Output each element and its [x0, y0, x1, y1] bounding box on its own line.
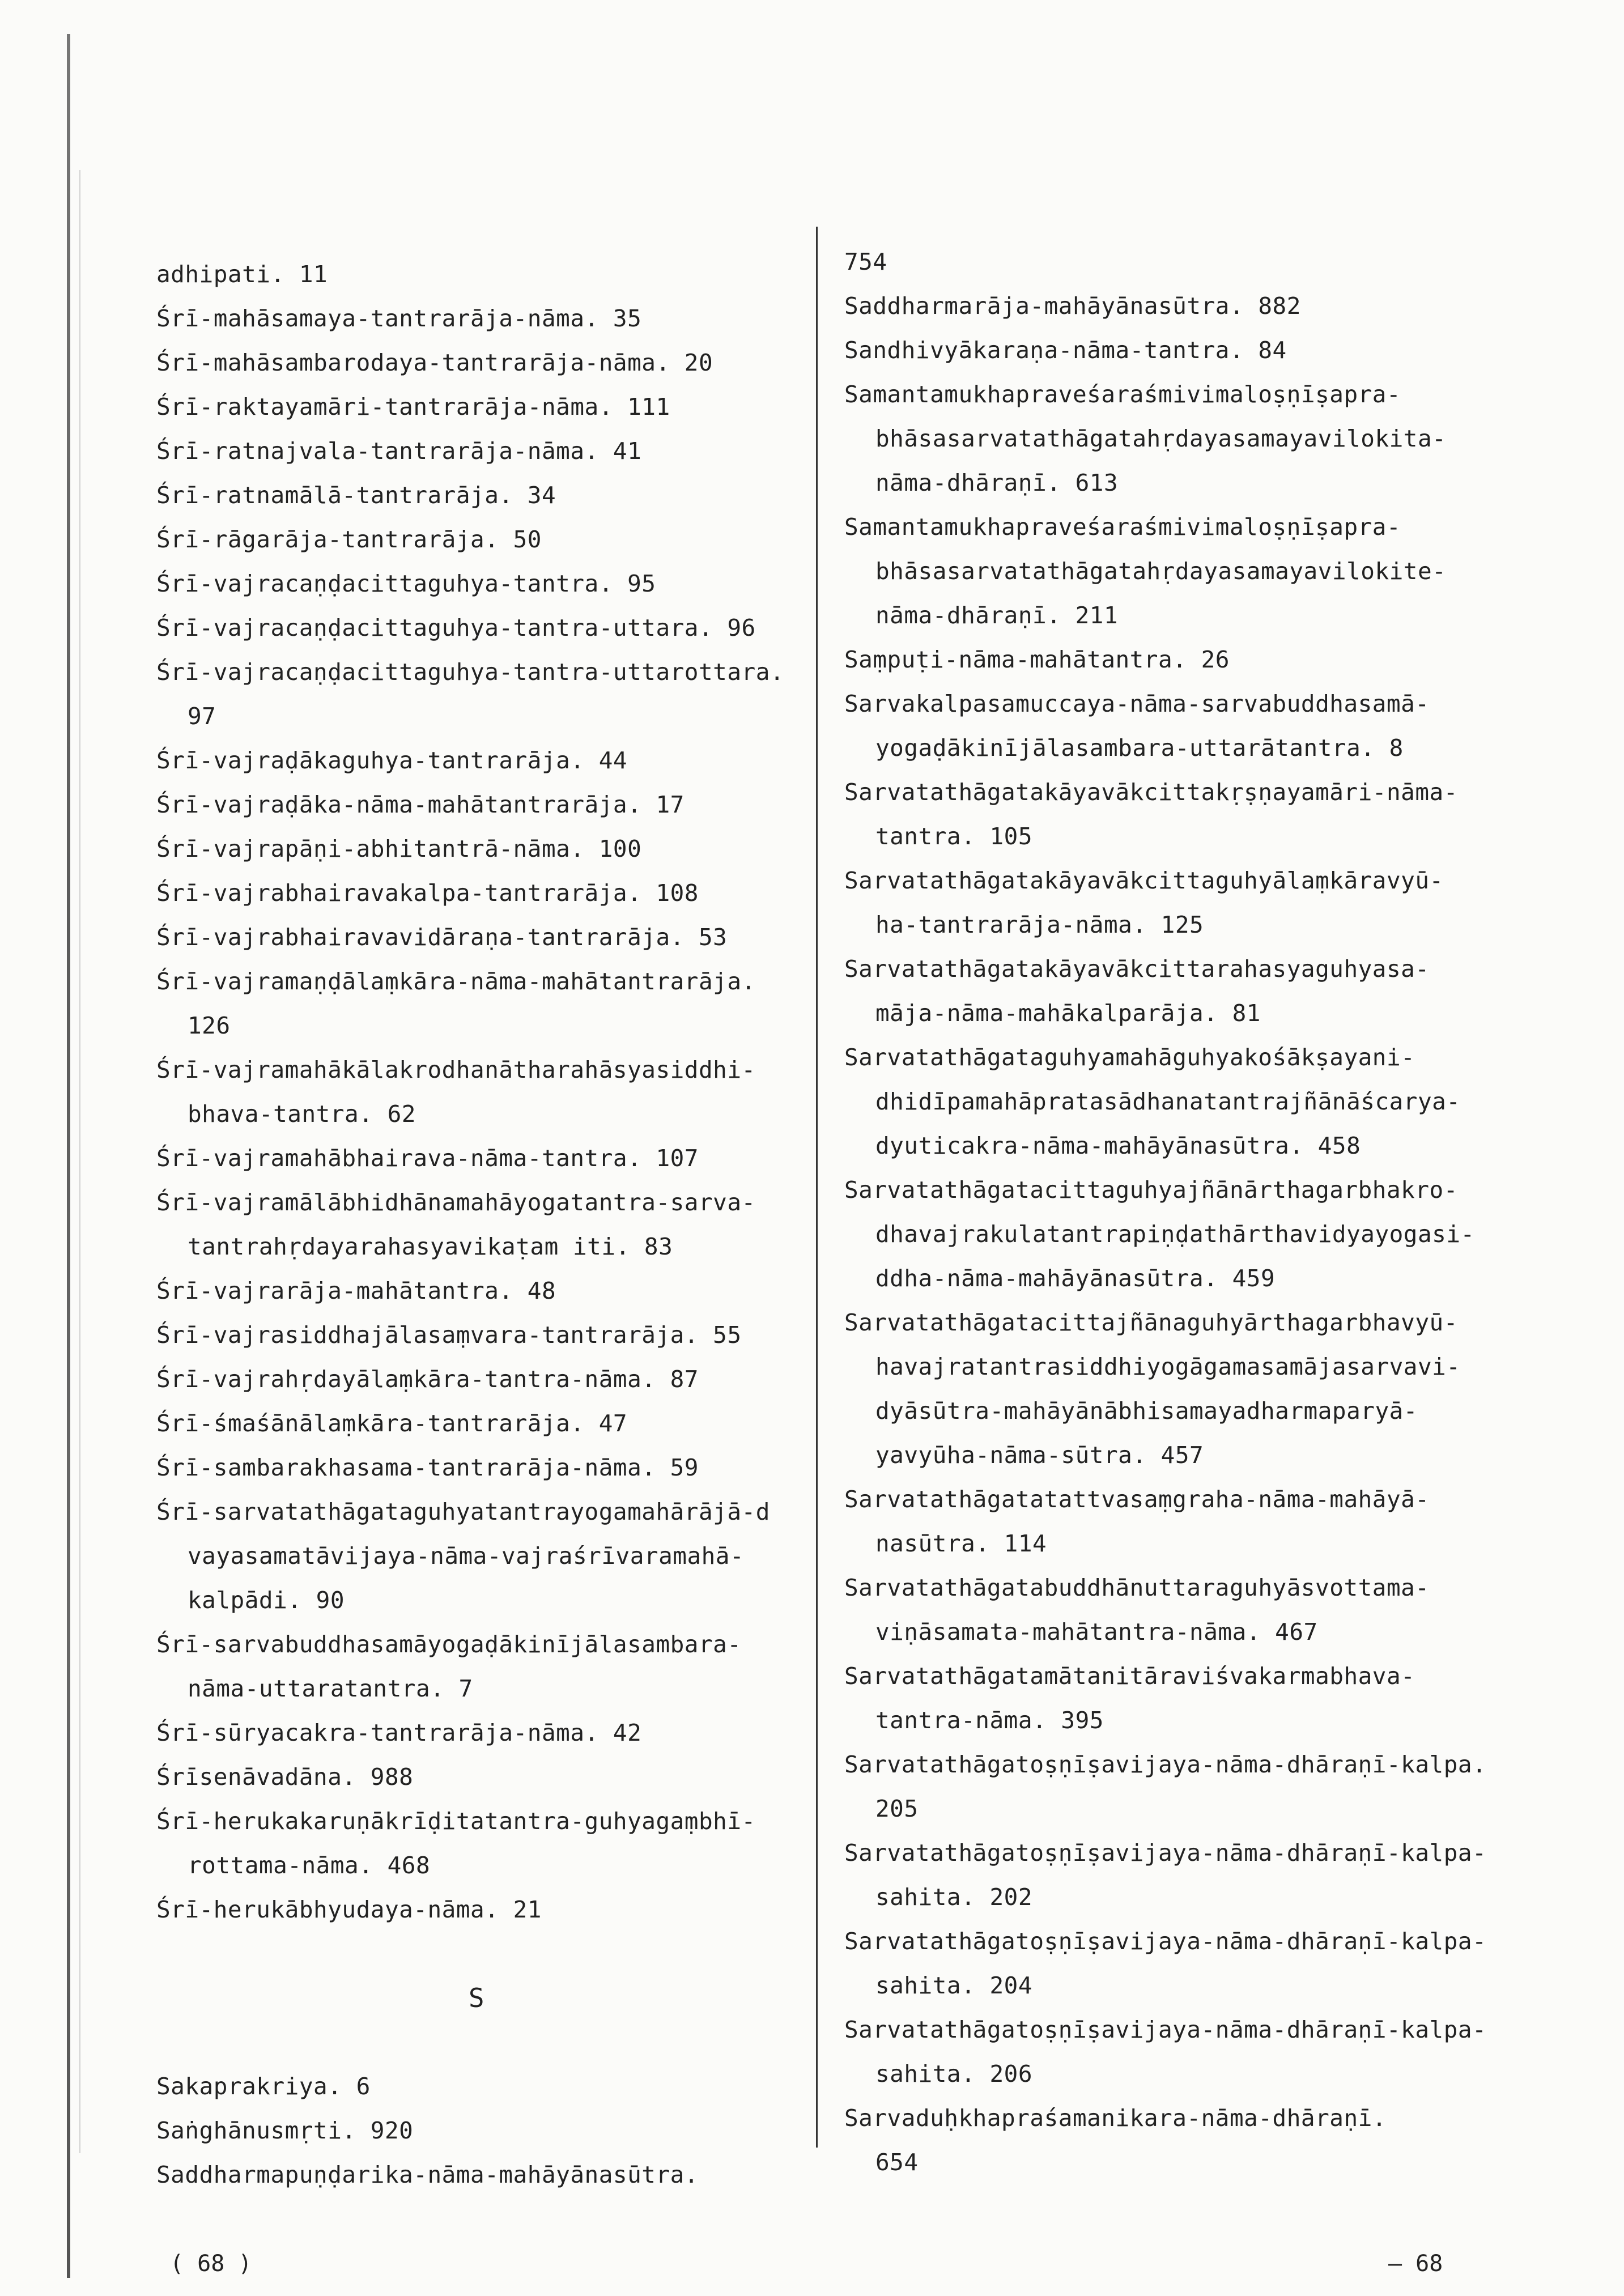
entry-continuation-line: sahita. 202 — [875, 1883, 1033, 1911]
index-entry — [844, 2008, 1496, 2096]
entry-continuation-line: tantrahṛdayarahasyavikaṭam iti. 83 — [188, 1233, 673, 1260]
left-entry-list-s — [156, 2064, 797, 2197]
entry-line: adhipati. 11 — [156, 261, 328, 288]
entry-line: Samantamukhapraveśaraśmivimaloṣṇīṣapra- — [844, 513, 1401, 541]
entry-line: Sarvatathāgatoṣṇīṣavijaya-nāma-dhāraṇī-kalpa- — [844, 1839, 1487, 1866]
index-entry — [156, 783, 797, 827]
index-entry — [156, 517, 797, 562]
entry-line: Sarvatathāgatatattvasaṃgraha-nāma-mahāyā- — [844, 1486, 1430, 1513]
entry-continuation-line: nāma-dhāraṇī. 613 — [875, 469, 1119, 496]
entry-line: Sandhivyākaraṇa-nāma-tantra. 84 — [844, 337, 1287, 364]
entry-continuation-line: sahita. 206 — [875, 2060, 1033, 2087]
index-entry — [844, 1566, 1496, 1654]
entry-continuation-line: dhidīpamahāpratasādhanatantrajñānāścarya- — [875, 1088, 1461, 1115]
entry-line: Sarvatathāgatakāyavākcittaguhyālaṃkāravyū- — [844, 867, 1444, 894]
entry-line: Sarvakalpasamuccaya-nāma-sarvabuddhasamā- — [844, 690, 1430, 717]
index-entry — [156, 738, 797, 783]
entry-line: Samantamukhapraveśaraśmivimaloṣṇīṣapra- — [844, 381, 1401, 408]
index-entry — [156, 1357, 797, 1401]
entry-line: Śrī-vajracaṇḍacittaguhya-tantra. 95 — [156, 570, 656, 597]
entry-continuation-line: 97 — [188, 703, 216, 730]
entry-continuation-line: vayasamatāvijaya-nāma-vajraśrīvaramahā- — [188, 1542, 745, 1570]
entry-line: Śrī-ratnajvala-tantrarāja-nāma. 41 — [156, 437, 642, 465]
index-entry — [844, 637, 1496, 682]
index-entry — [844, 1300, 1496, 1477]
index-entry — [844, 947, 1496, 1035]
entry-continuation-line: viṇāsamata-mahātantra-nāma. 467 — [875, 1618, 1318, 1646]
entry-line: Śrīsenāvadāna. 988 — [156, 1763, 414, 1791]
right-entry-list — [844, 240, 1496, 2184]
entry-continuation-line: sahita. 204 — [875, 1972, 1033, 1999]
index-entry — [156, 429, 797, 473]
binding-edge — [67, 34, 70, 2278]
index-entry — [156, 341, 797, 385]
entry-line: Sarvaduḥkhapraśamanikara-nāma-dhāraṇī. — [844, 2104, 1387, 2132]
index-entry — [156, 1445, 797, 1490]
entry-line: Śrī-vajrarāja-mahātantra. 48 — [156, 1277, 556, 1304]
right-column — [844, 240, 1496, 2184]
index-entry — [844, 328, 1496, 372]
entry-continuation-line: ha-tantrarāja-nāma. 125 — [875, 911, 1204, 938]
entry-line: Śrī-vajrapāṇi-abhitantrā-nāma. 100 — [156, 835, 642, 862]
section-letter: S — [468, 1983, 485, 2013]
entry-continuation-line: rottama-nāma. 468 — [188, 1852, 431, 1879]
index-entry — [156, 2064, 797, 2108]
entry-line: Śrī-rāgarāja-tantrarāja. 50 — [156, 526, 542, 553]
index-entry — [156, 1180, 797, 1269]
entry-line: Śrī-vajramahākālakrodhanātharahāsyasiddhi- — [156, 1056, 756, 1083]
left-entry-list — [156, 252, 797, 1932]
entry-line: Śrī-vajrasiddhajālasaṃvara-tantrarāja. 55 — [156, 1321, 742, 1349]
index-entry — [844, 1919, 1496, 2008]
entry-continuation-line: tantra-nāma. 395 — [875, 1707, 1104, 1734]
index-entry — [156, 1269, 797, 1313]
entry-line: Śrī-vajrabhairavavidāraṇa-tantrarāja. 53 — [156, 924, 728, 951]
index-entry — [156, 296, 797, 341]
entry-line: Śrī-vajracaṇḍacittaguhya-tantra-uttarottara. — [156, 658, 785, 686]
index-entry — [844, 240, 1496, 284]
entry-line: Sarvatathāgatoṣṇīṣavijaya-nāma-dhāraṇī-kalpa- — [844, 2016, 1487, 2043]
index-entry — [844, 1831, 1496, 1919]
entry-continuation-line: 126 — [188, 1012, 231, 1039]
entry-continuation-line: dyuticakra-nāma-mahāyānasūtra. 458 — [875, 1132, 1361, 1159]
entry-line: Śrī-sarvabuddhasamāyogaḍākinījālasambara- — [156, 1631, 742, 1658]
entry-continuation-line: havajratantrasiddhiyogāgamasamājasarvavi- — [875, 1353, 1461, 1380]
index-entry — [156, 385, 797, 429]
entry-continuation-line: bhāsasarvatathāgatahṛdayasamayavilokita- — [875, 425, 1447, 452]
entry-continuation-line: nāma-dhāraṇī. 211 — [875, 602, 1119, 629]
index-entry — [156, 562, 797, 606]
entry-line: Saddharmapuṇḍarika-nāma-mahāyānasūtra. — [156, 2161, 699, 2188]
entry-line: Śrī-vajramālābhidhānamahāyogatantra-sarva- — [156, 1189, 756, 1216]
index-entry — [844, 1168, 1496, 1300]
index-entry — [156, 1799, 797, 1887]
index-entry — [844, 1477, 1496, 1566]
page-number-left: ( 68 ) — [170, 2251, 252, 2277]
index-entry — [844, 284, 1496, 328]
entry-line: Śrī-raktayamāri-tantrarāja-nāma. 111 — [156, 393, 670, 420]
entry-line: Śrī-mahāsambarodaya-tantrarāja-nāma. 20 — [156, 349, 713, 376]
index-entry — [156, 827, 797, 871]
entry-line: Śrī-vajramahābhairava-nāma-tantra. 107 — [156, 1145, 699, 1172]
left-column — [156, 252, 797, 2197]
entry-line: Sakaprakriya. 6 — [156, 2073, 371, 2100]
column-divider — [816, 227, 818, 2148]
index-entry — [156, 1622, 797, 1711]
entry-continuation-line: bhāsasarvatathāgatahṛdayasamayavilokite- — [875, 558, 1447, 585]
index-entry — [844, 2096, 1496, 2184]
entry-line: Śrī-herukakaruṇākrīḍitatantra-guhyagaṃbhī- — [156, 1808, 756, 1835]
entry-continuation-line: kalpādi. 90 — [188, 1587, 345, 1614]
entry-line: Sarvatathāgatacittaguhyajñānārthagarbhakro- — [844, 1176, 1458, 1204]
entry-line: Saṃpuṭi-nāma-mahātantra. 26 — [844, 646, 1230, 673]
index-entry — [156, 252, 797, 296]
entry-line: Śrī-vajraḍākaguhya-tantrarāja. 44 — [156, 747, 628, 774]
index-entry — [844, 1035, 1496, 1168]
entry-line: Śrī-herukābhyudaya-nāma. 21 — [156, 1896, 542, 1923]
entry-line: Saddharmarāja-mahāyānasūtra. 882 — [844, 292, 1301, 320]
entry-line: Sarvatathāgatakāyavākcittakṛṣṇayamāri-nāma- — [844, 779, 1458, 806]
entry-line: Saṅghānusmṛti. 920 — [156, 2117, 414, 2144]
index-entry — [156, 1313, 797, 1357]
entry-line: Śrī-sūryacakra-tantrarāja-nāma. 42 — [156, 1719, 642, 1746]
binding-shadow — [79, 170, 80, 2153]
entry-line: Śrī-mahāsamaya-tantrarāja-nāma. 35 — [156, 305, 642, 332]
index-entry — [156, 871, 797, 915]
entry-continuation-line: yogaḍākinījālasambara-uttarātantra. 8 — [875, 734, 1404, 762]
entry-continuation-line: ddha-nāma-mahāyānasūtra. 459 — [875, 1265, 1276, 1292]
entry-line: Śrī-ratnamālā-tantrarāja. 34 — [156, 482, 556, 509]
index-entry — [156, 650, 797, 738]
index-entry — [156, 1136, 797, 1180]
entry-continuation-line: bhava-tantra. 62 — [188, 1100, 416, 1128]
index-entry — [844, 372, 1496, 505]
entry-continuation-line: tantra. 105 — [875, 823, 1033, 850]
index-entry — [844, 505, 1496, 637]
entry-line: Sarvatathāgataguhyamahāguhyakośākṣayani- — [844, 1044, 1415, 1071]
index-entry — [844, 1654, 1496, 1742]
entry-line: Śrī-vajramaṇḍālaṃkāra-nāma-mahātantrarāja. — [156, 968, 756, 995]
entry-line: Sarvatathāgatabuddhānuttaraguhyāsvottama- — [844, 1574, 1430, 1601]
entry-continuation-line: nasūtra. 114 — [875, 1530, 1047, 1557]
index-entry — [156, 1048, 797, 1136]
index-entry — [156, 1755, 797, 1799]
entry-line: Śrī-sambarakhasama-tantrarāja-nāma. 59 — [156, 1454, 699, 1481]
entry-continuation-line: dhavajrakulatantrapiṇḍathārthavidyayogasi- — [875, 1221, 1475, 1248]
index-entry — [844, 1742, 1496, 1831]
index-entry — [156, 1401, 797, 1445]
entry-line: Sarvatathāgatoṣṇīṣavijaya-nāma-dhāraṇī-kalpa- — [844, 1928, 1487, 1955]
entry-line: Śrī-vajrabhairavakalpa-tantrarāja. 108 — [156, 879, 699, 907]
index-entry — [156, 915, 797, 959]
entry-line: Sarvatathāgatamātanitāraviśvakarmabhava- — [844, 1663, 1415, 1690]
index-entry — [156, 1711, 797, 1755]
entry-line: Sarvatathāgatakāyavākcittarahasyaguhyasa- — [844, 955, 1430, 983]
index-entry — [156, 959, 797, 1048]
entry-continuation-line: yavyūha-nāma-sūtra. 457 — [875, 1442, 1204, 1469]
entry-line: Śrī-vajrahṛdayālaṃkāra-tantra-nāma. 87 — [156, 1366, 699, 1393]
entry-line: Śrī-sarvatathāgataguhyatantrayogamahārājā-d — [156, 1498, 770, 1525]
entry-continuation-line: 205 — [875, 1795, 919, 1822]
entry-line: Śrī-vajracaṇḍacittaguhya-tantra-uttara. 96 — [156, 614, 756, 641]
entry-line: Śrī-śmaśānālaṃkāra-tantrarāja. 47 — [156, 1410, 628, 1437]
entry-line: Sarvatathāgatoṣṇīṣavijaya-nāma-dhāraṇī-kalpa. — [844, 1751, 1487, 1778]
entry-line: 754 — [844, 248, 887, 275]
index-entry — [844, 682, 1496, 770]
entry-line: Śrī-vajraḍāka-nāma-mahātantrarāja. 17 — [156, 791, 685, 818]
index-entry — [156, 606, 797, 650]
entry-line: Sarvatathāgatacittajñānaguhyārthagarbhavyū- — [844, 1309, 1458, 1336]
index-entry — [156, 2108, 797, 2153]
entry-continuation-line: dyāsūtra-mahāyānābhisamayadharmaparyā- — [875, 1397, 1418, 1425]
index-entry — [844, 858, 1496, 947]
entry-continuation-line: māja-nāma-mahākalparāja. 81 — [875, 1000, 1261, 1027]
index-entry — [156, 2153, 797, 2197]
entry-continuation-line: nāma-uttaratantra. 7 — [188, 1675, 473, 1702]
index-entry — [156, 1490, 797, 1622]
index-entry — [844, 770, 1496, 858]
page-number-right: — 68 — [1388, 2251, 1443, 2277]
index-entry — [156, 1887, 797, 1932]
index-entry — [156, 473, 797, 517]
entry-continuation-line: 654 — [875, 2149, 919, 2176]
